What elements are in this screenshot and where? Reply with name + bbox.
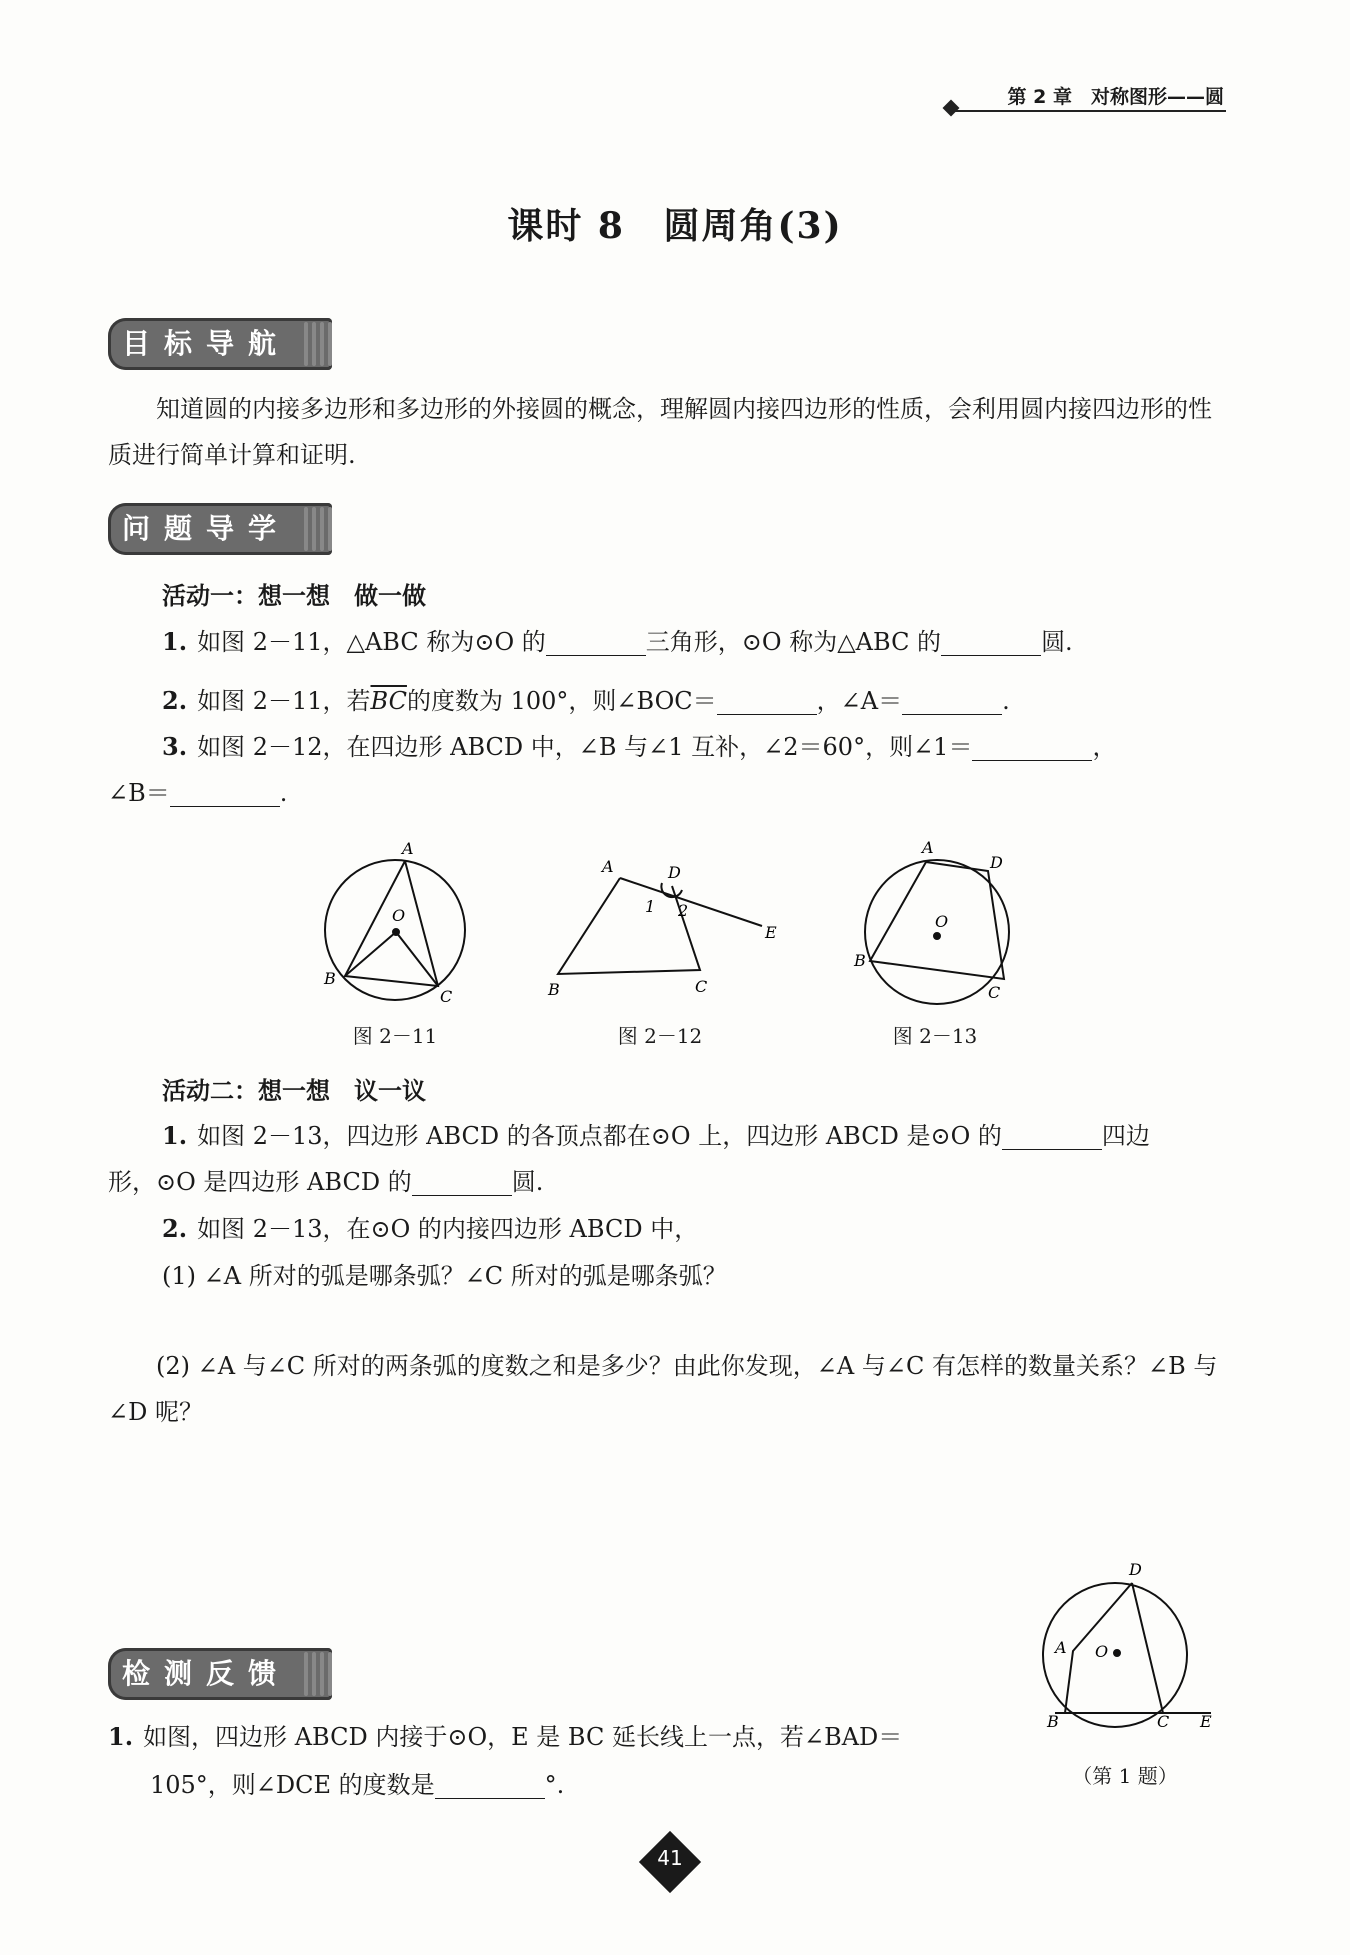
activity1-q3	[162, 724, 1242, 770]
figure-2-11	[325, 860, 465, 1000]
fig12-label-2: 2	[678, 901, 689, 920]
answer-blank[interactable]	[902, 686, 1002, 715]
feedback-q1-figure-caption: （第 1 题）	[1072, 1764, 1178, 1788]
q1fig-label-C: C	[1157, 1712, 1170, 1731]
fig13-label-C: C	[988, 983, 1001, 1002]
activity2-q1-cont	[108, 1159, 1233, 1205]
feedback-q1	[108, 1714, 1008, 1760]
q-text: 如图，四边形 ABCD 内接于⊙O，E 是 BC 延长线上一点，若∠BAD＝	[143, 1723, 903, 1751]
fig11-label-B: B	[324, 969, 336, 988]
q1fig-label-A: A	[1055, 1638, 1067, 1657]
q-text: .	[279, 779, 288, 807]
q-text: °.	[544, 1771, 565, 1799]
answer-blank[interactable]	[435, 1770, 545, 1799]
fig12-label-C: C	[695, 977, 708, 996]
fig13-label-B: B	[854, 951, 866, 970]
tag-stripes-icon	[300, 503, 340, 555]
q-text: ，	[1092, 733, 1117, 761]
figures-row	[310, 840, 1030, 1020]
section-guide-tag: 问题导学	[108, 503, 332, 555]
tag-stripes-icon	[300, 1648, 340, 1700]
fig12-label-E: E	[765, 923, 777, 942]
answer-blank[interactable]	[412, 1167, 512, 1196]
lesson-number: 课时 8	[507, 205, 625, 247]
answer-blank[interactable]	[717, 686, 817, 715]
feedback-q1-figure	[1015, 1555, 1235, 1745]
activity2-q2-part2: (2) ∠A 与∠C 所对的两条弧的度数之和是多少？由此你发现，∠A 与∠C 有怎样的数量关系？∠B 与∠D 呢？	[108, 1352, 1218, 1426]
answer-blank[interactable]	[1002, 1121, 1102, 1150]
arc-label: $\overline{BC}$	[370, 687, 407, 715]
q-text: 105°，则∠DCE 的度数是	[150, 1771, 435, 1799]
q-text: 如图 2－11，若	[197, 687, 371, 715]
q-text: 圆.	[511, 1168, 544, 1196]
section-check-tag: 检测反馈	[108, 1648, 332, 1700]
fig13-label-D: D	[990, 853, 1003, 872]
chapter-header: 第 2 章 对称图形——圆	[950, 82, 1226, 112]
q-text: 圆.	[1041, 628, 1073, 656]
q-text: .	[1002, 687, 1010, 715]
q1fig-label-E: E	[1200, 1712, 1212, 1731]
figure-2-12-caption: 图 2－12	[617, 1024, 703, 1048]
lesson-title	[0, 198, 1350, 249]
activity1-q3-cont	[108, 770, 708, 816]
q1fig-label-B: B	[1047, 1712, 1059, 1731]
q-number: 2.	[162, 1214, 188, 1243]
feedback-q1-cont	[150, 1762, 850, 1808]
q-text: ，∠A＝	[816, 687, 903, 715]
fig12-label-D: D	[668, 863, 681, 882]
activity1-title: 活动一：想一想 做一做	[162, 582, 426, 610]
activity2-title: 活动二：想一想 议一议	[162, 1077, 426, 1105]
activity2-q2-part1: (1) ∠A 所对的弧是哪条弧？∠C 所对的弧是哪条弧？	[162, 1262, 727, 1290]
answer-blank[interactable]	[972, 732, 1092, 761]
q-number: 1.	[108, 1722, 134, 1751]
page-number: 41	[657, 1846, 683, 1870]
answer-blank[interactable]	[546, 627, 646, 656]
q-number: 1.	[162, 627, 188, 656]
fig13-label-A: A	[922, 840, 934, 857]
q-text: 如图 2－11，△ABC 称为⊙O 的	[197, 628, 546, 656]
q1fig-label-O: O	[1095, 1642, 1109, 1661]
lesson-topic: 圆周角(3)	[663, 205, 843, 247]
q-text: 三角形，⊙O 称为△ABC 的	[645, 628, 942, 656]
q-number: 1.	[162, 1121, 188, 1150]
fig12-label-B: B	[548, 980, 560, 999]
goal-text: 知道圆的内接多边形和多边形的外接圆的概念，理解圆内接四边形的性质，会利用圆内接四边形的性质进行简单计算和证明.	[108, 395, 1212, 469]
q-text: 形，⊙O 是四边形 ABCD 的	[108, 1168, 412, 1196]
fig11-label-O: O	[392, 906, 406, 925]
fig12-label-A: A	[602, 857, 614, 876]
q-text: 四边	[1101, 1122, 1150, 1150]
q-text: 的度数为 100°，则∠BOC＝	[406, 687, 717, 715]
figure-2-13-caption: 图 2－13	[892, 1024, 978, 1048]
tag-stripes-icon	[300, 318, 340, 370]
q-number: 3.	[162, 732, 188, 761]
fig13-label-O: O	[935, 912, 949, 931]
q-text: ∠B＝	[108, 779, 170, 807]
activity1-q1	[162, 619, 1242, 665]
fig12-label-1: 1	[645, 897, 656, 916]
activity2-q2	[162, 1206, 1242, 1252]
q-text: 如图 2－13，四边形 ABCD 的各顶点都在⊙O 上，四边形 ABCD 是⊙O 的	[197, 1122, 1002, 1150]
fig11-label-C: C	[440, 987, 453, 1006]
figure-2-12	[558, 878, 762, 974]
section-goal-tag: 目标导航	[108, 318, 332, 370]
q1fig-label-D: D	[1129, 1560, 1142, 1579]
answer-blank[interactable]	[941, 627, 1041, 656]
q-text: 如图 2－13，在⊙O 的内接四边形 ABCD 中，	[197, 1215, 699, 1243]
activity2-q1	[162, 1113, 1242, 1159]
q-number: 2.	[162, 686, 188, 715]
q-text: 如图 2－12，在四边形 ABCD 中，∠B 与∠1 互补，∠2＝60°，则∠1＝	[197, 733, 973, 761]
activity1-q2	[162, 678, 1242, 724]
answer-blank[interactable]	[170, 778, 280, 807]
figure-2-11-caption: 图 2－11	[352, 1024, 438, 1048]
fig11-label-A: A	[402, 840, 414, 858]
